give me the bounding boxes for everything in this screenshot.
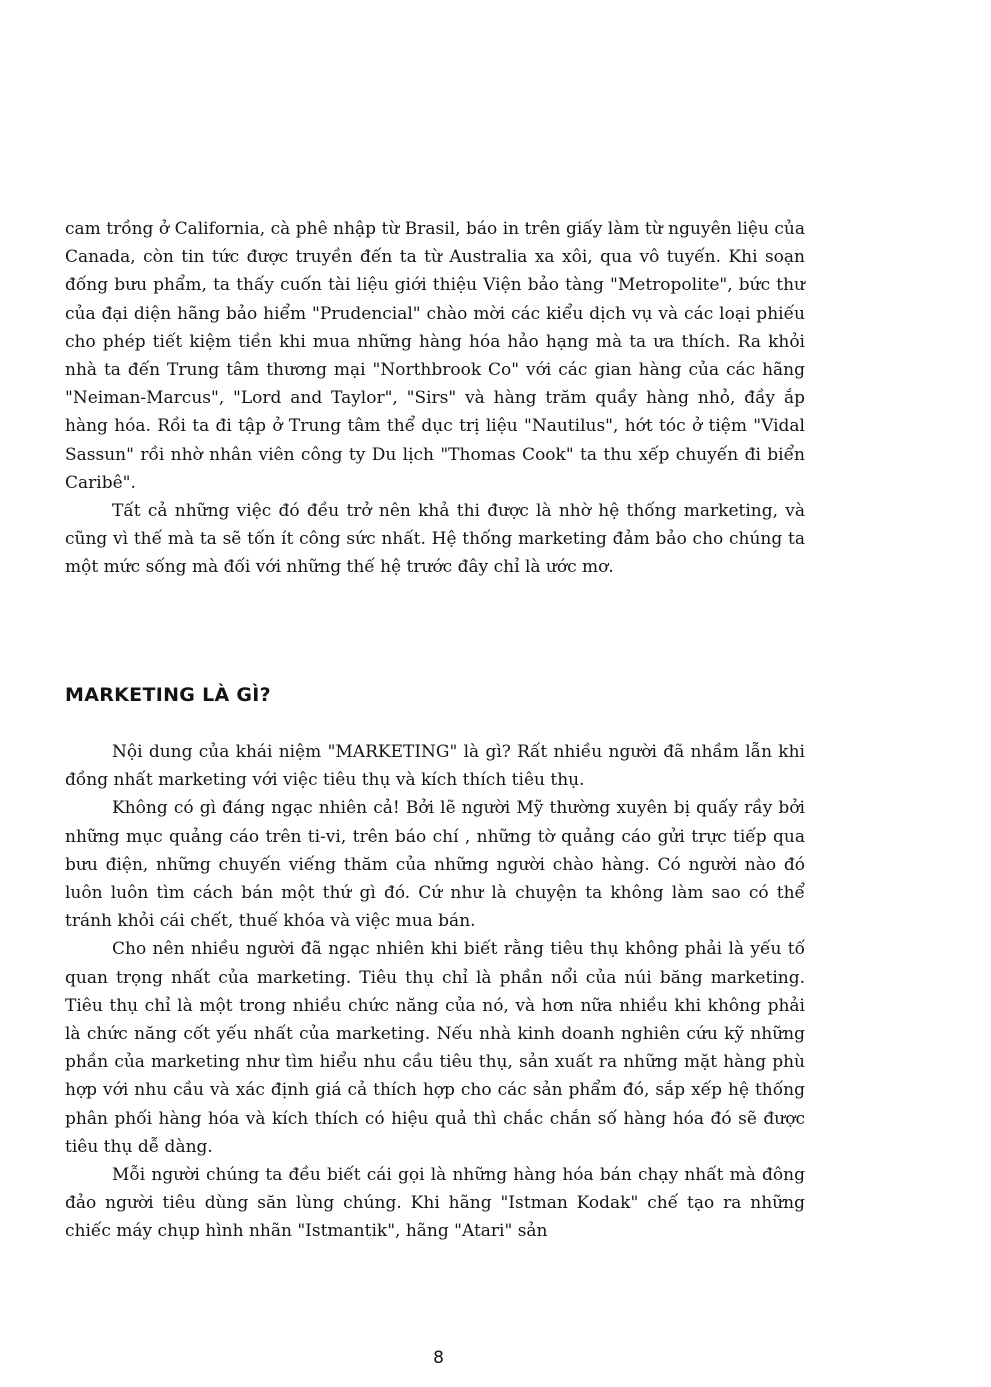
- text-block-top: [65, 215, 805, 582]
- paragraph-sales-not-key: Cho nên nhiều người đã ngạc nhiên khi biết rằng tiêu thụ không phải là yếu tố quan trọng nhất của marketing. Tiêu thụ chỉ là phần nổi của núi băng marketing. Tiêu thụ chỉ là một trong nhiều chức năng của nó, và hơn nữa nhiều khi không phải là chức năng cốt yếu nhất của marketing. Nếu nhà kinh doanh nghiên cứu kỹ những phần của marketing như tìm hiểu nhu cầu tiêu thụ, sản xuất ra những mặt hàng phù hợp với nhu cầu và xác định giá cả thích hợp cho các sản phẩm đó, sắp xếp hệ thống phân phối hàng hóa và kích thích có hiệu quả thì chắc chắn số hàng hóa đó sẽ được tiêu thụ dễ dàng.: [65, 939, 805, 1157]
- paragraph-bestsellers: Mỗi người chúng ta đều biết cái gọi là những hàng hóa bán chạy nhất mà đông đảo người tiêu dùng săn lùng chúng. Khi hãng "Istman Kodak" chế tạo ra những chiếc máy chụp hình nhãn "Istmantik", hãng "Atari" sản: [65, 1165, 805, 1242]
- section-heading: MARKETING LÀ GÌ?: [65, 684, 271, 706]
- paragraph-continuation: cam trồng ở California, cà phê nhập từ Brasil, báo in trên giấy làm từ nguyên liệu của Canada, còn tin tức được truyền đến ta từ Australia xa xôi, qua vô tuyến. Khi soạn đống bưu phẩm, ta thấy cuốn tài liệu giới thiệu Viện bảo tàng "Metropolite", bức thư của đại diện hãng bảo hiểm "Prudencial" chào mời các kiểu dịch vụ và các loại phiếu cho phép tiết kiệm tiền khi mua những hàng hóa hảo hạng mà ta ưa thích. Ra khỏi nhà ta đến Trung tâm thương mại "Northbrook Co" với các gian hàng của các hãng "Neiman-Marcus", "Lord and Taylor", "Sirs" và hàng trăm quầy hàng nhỏ, đầy ắp hàng hóa. Rồi ta đi tập ở Trung tâm thể dục trị liệu "Nautilus", hớt tóc ở tiệm "Vidal Sassun" rồi nhờ nhân viên công ty Du lịch "Thomas Cook" ta thu xếp chuyến đi biển Caribê".: [65, 219, 805, 493]
- paragraph-advertising: Không có gì đáng ngạc nhiên cả! Bởi lẽ người Mỹ thường xuyên bị quấy rầy bởi những mục quảng cáo trên ti-vi, trên báo chí , những tờ quảng cáo gửi trực tiếp qua bưu điện, những chuyến viếng thăm của những người chào hàng. Có người nào đó luôn luôn tìm cách bán một thứ gì đó. Cứ như là chuyện ta không làm sao có thể tránh khỏi cái chết, thuế khóa và việc mua bán.: [65, 798, 805, 932]
- paragraph-definition-question: Nội dung của khái niệm "MARKETING" là gì? Rất nhiều người đã nhầm lẫn khi đồng nhất marketing với việc tiêu thụ và kích thích tiêu thụ.: [65, 742, 805, 791]
- paragraph-marketing-system: Tất cả những việc đó đều trở nên khả thi được là nhờ hệ thống marketing, và cũng vì thế mà ta sẽ tốn ít công sức nhất. Hệ thống marketing đảm bảo cho chúng ta một mức sống mà đối với những thế hệ trước đây chỉ là ước mơ.: [65, 501, 805, 578]
- page-number: 8: [433, 1348, 444, 1368]
- text-block-section: [65, 738, 805, 1246]
